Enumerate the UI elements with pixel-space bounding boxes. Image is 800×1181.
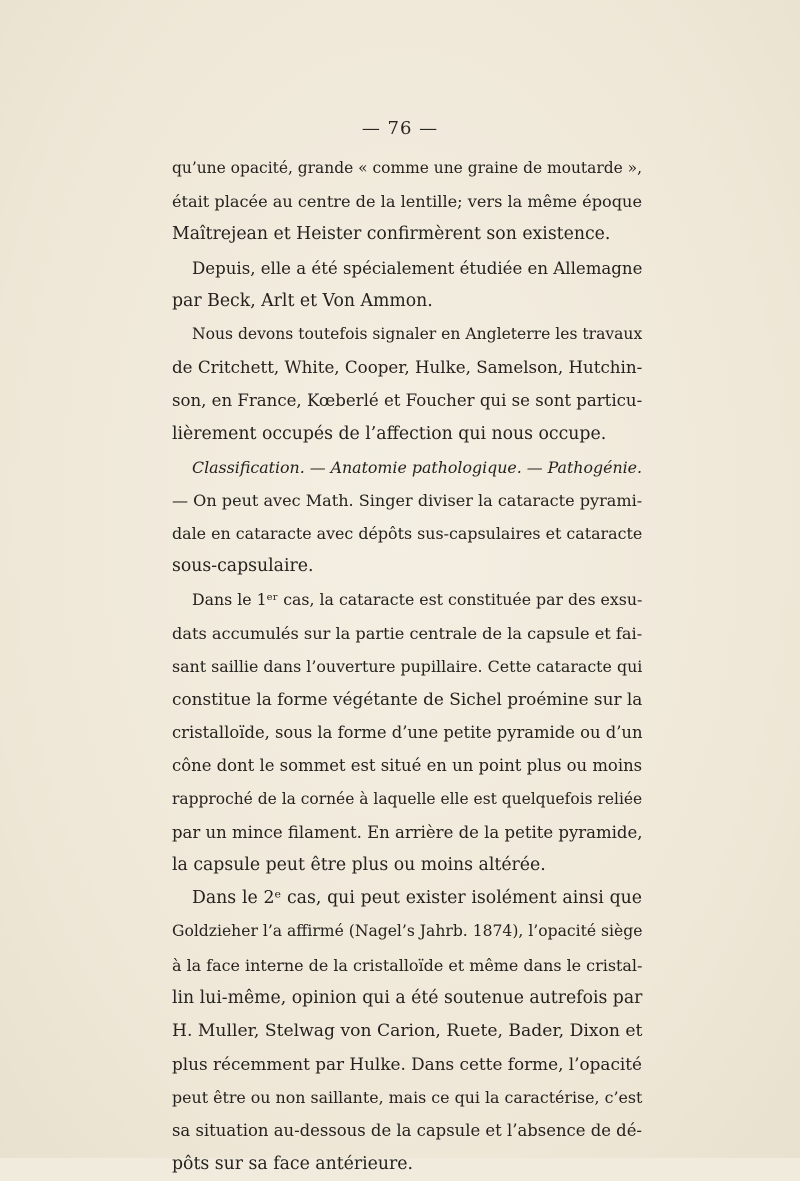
text-line: Depuis, elle a été spécialement étudiée en Allemagne [192, 258, 643, 278]
page-number: — 76 — [361, 118, 439, 139]
text-line: sa situation au-dessous de la capsule et l’absence de dé- [172, 1121, 642, 1141]
text-line: dale en cataracte avec dépôts sus-capsulaires et cataracte [172, 524, 643, 544]
text-line: sous-capsulaire. [172, 556, 314, 577]
body-text [172, 152, 642, 1181]
text-line: cône dont le sommet est situé en un point plus ou moins [172, 756, 643, 776]
text-line: pôts sur sa face antérieure. [172, 1153, 414, 1174]
text-line: constitue la forme végétante de Sichel proémine sur la [172, 689, 643, 709]
text-line: à la face interne de la cristalloïde et même dans le cristal- [172, 955, 643, 975]
text-line: de Critchett, White, Cooper, Hulke, Samelson, Hutchin- [172, 358, 643, 378]
text-line: H. Muller, Stelwag von Carion, Ruete, Bader, Dixon et [172, 1020, 643, 1041]
text-line: plus récemment par Hulke. Dans cette forme, l’opacité [172, 1054, 642, 1075]
text-line: était placée au centre de la lentille; vers la même époque [172, 192, 642, 212]
text-line: peut être ou non saillante, mais ce qui la caractérise, c’est [172, 1088, 643, 1108]
text-line: — On peut avec Math. Singer diviser la cataracte pyrami- [172, 490, 643, 510]
text-line: par Beck, Arlt et Von Ammon. [172, 290, 433, 311]
text-line: lin lui-même, opinion qui a été soutenue autrefois par [172, 987, 643, 1008]
text-line: Classification. — Anatomie pathologique. — Pathogénie. [192, 457, 643, 477]
text-line: Nous devons toutefois signaler en Angleterre les travaux [192, 324, 643, 343]
text-line: cristalloïde, sous la forme d’une petite pyramide ou d’un [172, 723, 643, 743]
text-line: Goldzieher l’a affirmé (Nagel’s Jahrb. 1874), l’opacité siège [172, 922, 643, 941]
text-line: Maîtrejean et Heister confirmèrent son existence. [172, 224, 611, 245]
text-line: sant saillie dans l’ouverture pupillaire. Cette cataracte qui [172, 656, 643, 676]
text-line: son, en France, Kœberlé et Foucher qui se sont particu- [172, 391, 643, 411]
text-line: lièrement occupés de l’affection qui nous occupe. [172, 423, 607, 444]
text-line: Dans le 2ᵉ cas, qui peut exister isolément ainsi que [192, 888, 642, 909]
text-line: qu’une opacité, grande « comme une graine de moutarde », [172, 159, 642, 177]
text-line: par un mince filament. En arrière de la petite pyramide, [172, 822, 643, 842]
text-line: rapproché de la cornée à laquelle elle est quelquefois reliée [172, 789, 643, 808]
text-line: dats accumulés sur la partie centrale de la capsule et fai- [172, 623, 643, 643]
text-line: la capsule peut être plus ou moins altérée. [172, 854, 546, 875]
text-line: Dans le 1ᵉʳ cas, la cataracte est constituée par des exsu- [192, 590, 643, 610]
